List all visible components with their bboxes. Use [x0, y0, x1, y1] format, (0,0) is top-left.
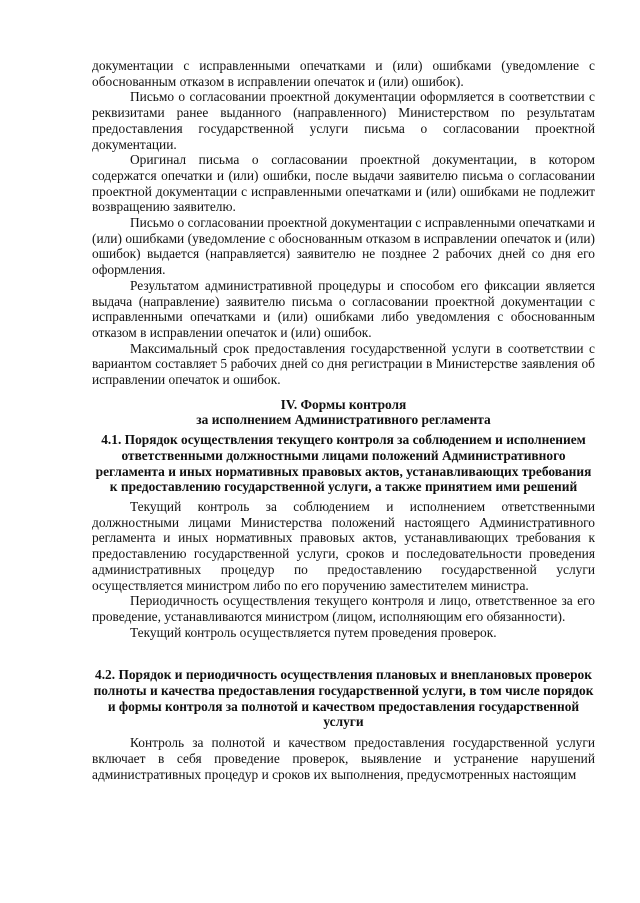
subheading-4-2: 4.2. Порядок и периодичность осуществления плановых и внеплановых проверок полноты и качества предоставления государственной услуги, в том числе порядок и формы контроля за полнотой и качеством предоставления государственной услуги [93, 667, 594, 730]
paragraph-control-periodicity: Периодичность осуществления текущего контроля и лицо, ответственное за его проведение, устанавливаются министром (лицом, исполняющим его обязанности). [92, 593, 595, 624]
section-heading-line-2: за исполнением Административного регламента [196, 412, 491, 428]
section-heading-line-1: IV. Формы контроля [280, 396, 407, 412]
section-heading [92, 397, 595, 428]
paragraph-max-term: Максимальный срок предоставления государственной услуги в соответствии с вариантом составляет 5 рабочих дней со дня регистрации в Министерстве заявления об исправлении опечаток и ошибок. [92, 340, 595, 388]
paragraph-procedure-result: Результатом административной процедуры и способом его фиксации является выдача (направление) заявителю письма о согласовании проектной документации с исправленными опечатками и (или) ошибками либо уведомления с обоснованным отказом в исправлении опечаток и (или) ошибок. [92, 277, 595, 340]
paragraph-letter-format: Письмо о согласовании проектной документации оформляется в соответствии с реквизитами ранее выданного (направленного) Министерством по результатам предоставления государственной услуги письма о согласовании проектной документации. [92, 89, 595, 152]
paragraph-continuation: документации с исправленными опечатками и (или) ошибками (уведомление с обоснованным отказом в исправлении опечаток и (или) ошибок). [92, 58, 595, 89]
paragraph-original-letter: Оригинал письма о согласовании проектной документации, в котором содержатся опечатки и (или) ошибки, после выдачи заявителю письма о согласовании проектной документации с исправленными опечатками и (или) ошибками не подлежит возвращению заявителю. [92, 152, 595, 215]
paragraph-issue-deadline: Письмо о согласовании проектной документации с исправленными опечатками и (или) ошибками (уведомление с обоснованным отказом в исправлении опечаток и (или) ошибок) выдается (направляется) заявителю не позднее 2 рабочих дней со дня его оформления. [92, 215, 595, 278]
paragraph-current-control: Текущий контроль за соблюдением и исполнением ответственными должностными лицами Министерства положений настоящего Административного регламента и иных нормативных правовых актов, устанавливающих требования к предоставлению государственной услуги, сроков и последовательности проведения административных процедур по предоставлению государственной услуги осуществляется министром либо по его поручению заместителем министра. [92, 498, 595, 593]
subheading-4-1: 4.1. Порядок осуществления текущего контроля за соблюдением и исполнением ответственными должностными лицами положений Административного регламента и иных нормативных правовых актов, устанавливающих требования к предоставлению государственной услуги, а также принятием ими решений [95, 432, 592, 495]
paragraph-quality-control: Контроль за полнотой и качеством предоставления государственной услуги включает в себя проведение проверок, выявление и устранение нарушений административных процедур и сроков их выполнения, предусмотренных настоящим [92, 735, 595, 782]
paragraph-control-checks: Текущий контроль осуществляется путем проведения проверок. [130, 624, 497, 640]
